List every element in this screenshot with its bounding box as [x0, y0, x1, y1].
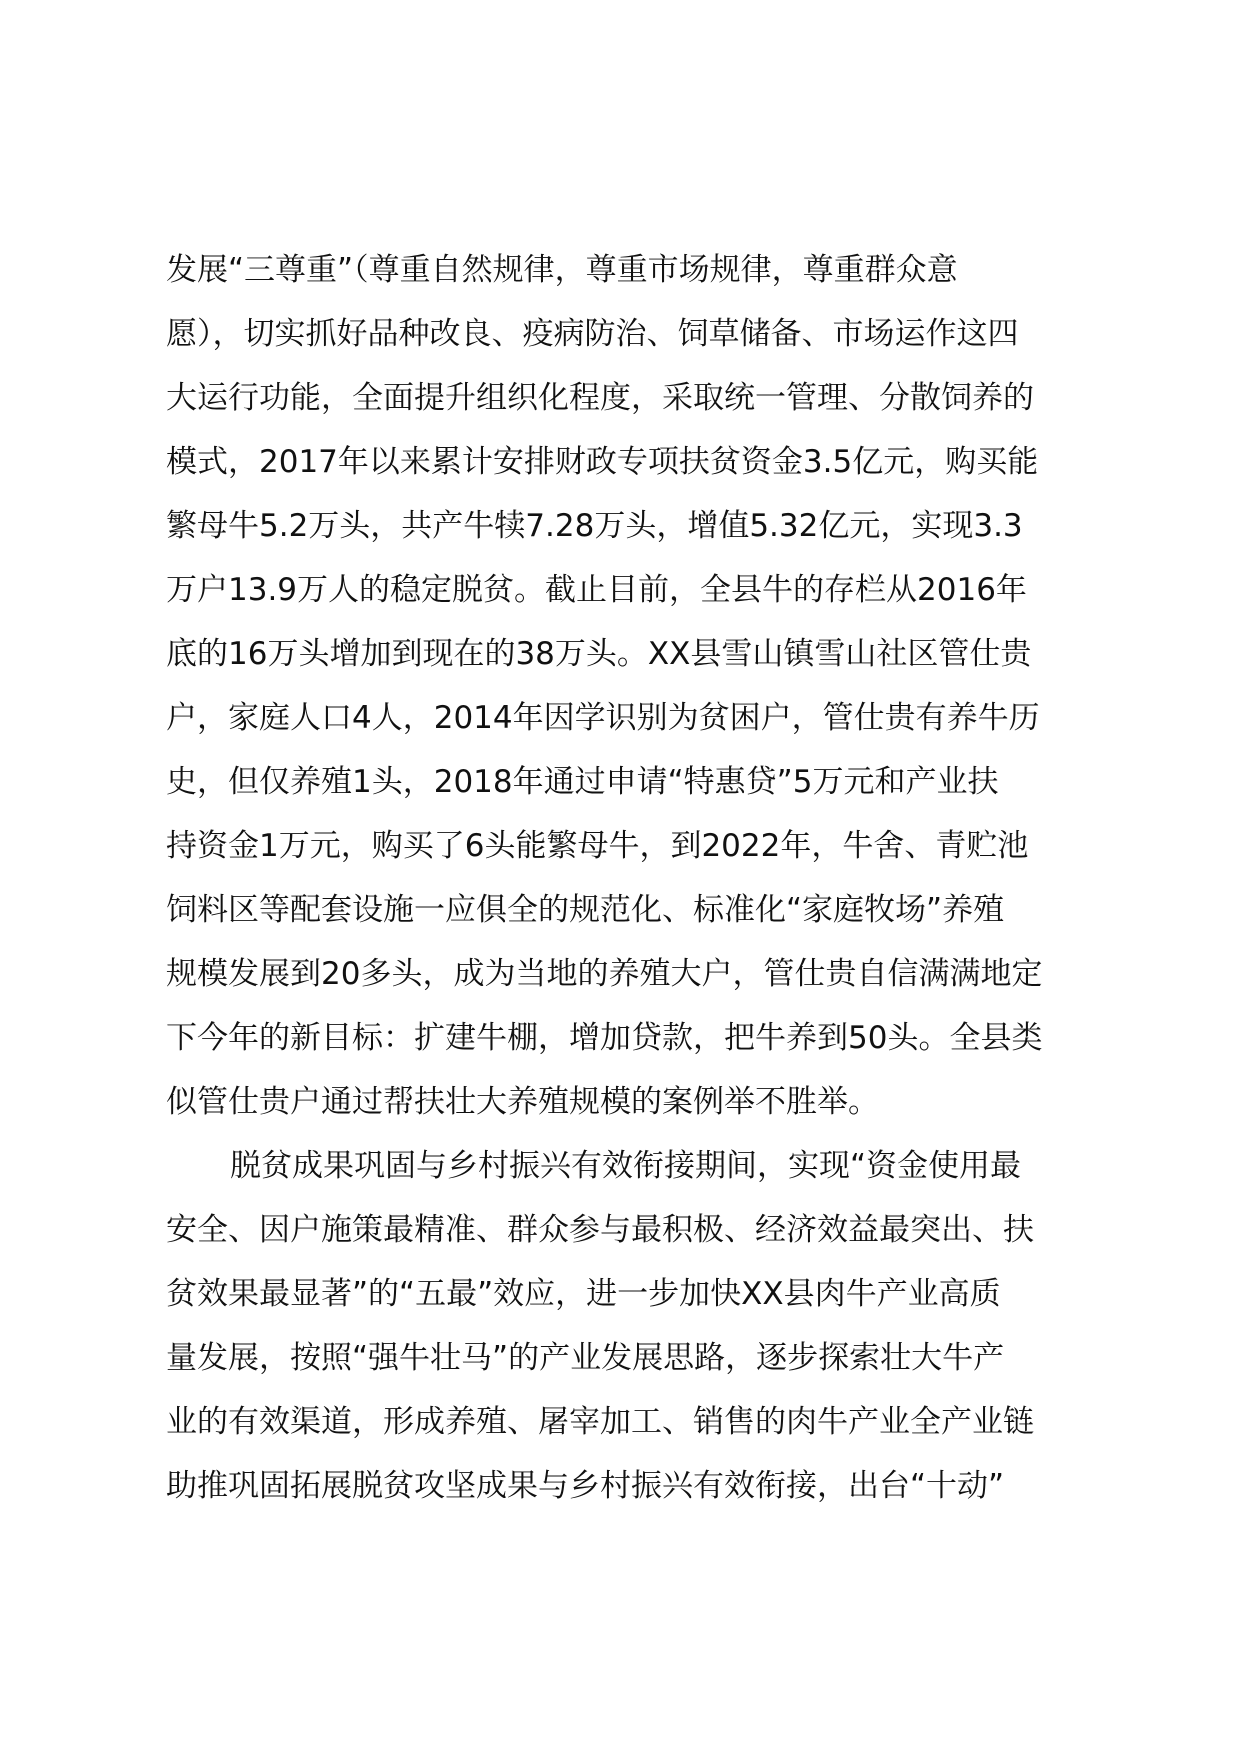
text-line: 似管仕贵户通过帮扶壮大养殖规模的案例举不胜举。 [166, 1084, 879, 1120]
body-text [166, 238, 1126, 1518]
text-line: 业的有效渠道，形成养殖、屠宰加工、销售的肉牛产业全产业链 [166, 1404, 1034, 1440]
text-line: 安全、因户施策最精准、群众参与最积极、经济效益最突出、扶 [166, 1212, 1034, 1248]
paragraph-2 [166, 1134, 1126, 1518]
text-line: 繁母牛5.2万头，共产牛犊7.28万头，增值5.32亿元，实现3.3 [166, 508, 1023, 544]
text-line: 万户13.9万人的稳定脱贫。截止目前，全县牛的存栏从2016年 [166, 572, 1027, 608]
text-line: 发展“三尊重”（尊重自然规律，尊重市场规律，尊重群众意 [166, 252, 958, 288]
text-line: 底的16万头增加到现在的38万头。XX县雪山镇雪山社区管仕贵 [166, 636, 1032, 672]
text-line: 户，家庭人口4人，2014年因学识别为贫困户，管仕贵有养牛历 [166, 700, 1040, 736]
paragraph-1 [166, 238, 1126, 1134]
text-line: 贫效果最显著”的“五最”效应，进一步加快XX县肉牛产业高质 [166, 1276, 1001, 1312]
text-line: 大运行功能，全面提升组织化程度，采取统一管理、分散饲养的 [166, 380, 1034, 416]
text-line: 脱贫成果巩固与乡村振兴有效衔接期间，实现“资金使用最 [230, 1148, 1022, 1184]
text-line: 规模发展到20多头，成为当地的养殖大户，管仕贵自信满满地定 [166, 956, 1043, 992]
text-line: 愿），切实抓好品种改良、疫病防治、饲草储备、市场运作这四 [166, 316, 1019, 352]
text-line: 饲料区等配套设施一应俱全的规范化、标准化“家庭牧场”养殖 [166, 892, 1005, 928]
text-line: 助推巩固拓展脱贫攻坚成果与乡村振兴有效衔接，出台“十动” [166, 1468, 1005, 1504]
text-line: 模式，2017年以来累计安排财政专项扶贫资金3.5亿元，购买能 [166, 444, 1039, 480]
text-line: 持资金1万元，购买了6头能繁母牛，到2022年，牛舍、青贮池 [166, 828, 1029, 864]
text-line: 下今年的新目标：扩建牛棚，增加贷款，把牛养到50头。全县类 [166, 1020, 1043, 1056]
text-line: 量发展，按照“强牛壮马”的产业发展思路，逐步探索壮大牛产 [166, 1340, 1005, 1376]
text-line: 史，但仅养殖1头，2018年通过申请“特惠贷”5万元和产业扶 [166, 764, 999, 800]
